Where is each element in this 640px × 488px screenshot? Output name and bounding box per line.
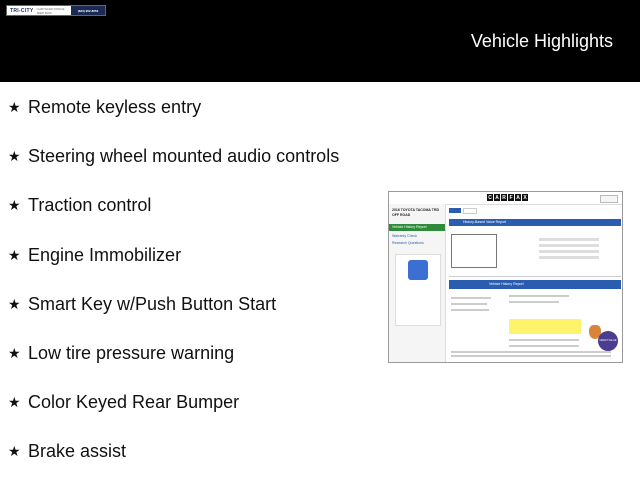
dealer-logo[interactable] — [6, 5, 106, 16]
logo-brand: TRI-CITY — [10, 7, 34, 14]
highlight-text: Engine Immobilizer — [28, 244, 182, 265]
highlight-text: Steering wheel mounted audio controls — [28, 146, 340, 167]
highlights-list — [8, 94, 339, 488]
carfax-logo-letter: R — [502, 194, 506, 201]
history-section — [449, 276, 621, 363]
carfax-main — [449, 204, 621, 362]
list-item — [8, 340, 339, 389]
star-icon: ★ — [8, 344, 21, 361]
carfax-sidebar — [389, 204, 446, 362]
highlight-text: Traction control — [28, 195, 152, 216]
highlight-text: Brake assist — [28, 441, 127, 462]
list-item — [8, 242, 339, 291]
great-value-badge-icon — [598, 331, 618, 351]
carfax-report-thumbnail[interactable] — [388, 191, 623, 363]
tab-active[interactable] — [449, 208, 461, 213]
detail-line — [451, 309, 489, 311]
star-icon: ★ — [8, 148, 21, 165]
detail-line — [509, 301, 559, 303]
value-row — [539, 238, 599, 241]
highlighted-record — [509, 319, 581, 334]
list-item — [8, 94, 339, 143]
star-icon: ★ — [8, 394, 21, 411]
detail-line — [509, 339, 579, 341]
sidebar-item-history[interactable]: Vehicle History Report — [389, 224, 445, 231]
logo-subtitle: CHRYSLER DODGE JEEP RAM — [36, 6, 65, 15]
history-title: Vehicle History Report — [489, 282, 524, 286]
list-item — [8, 438, 339, 487]
header-banner — [0, 0, 640, 82]
carfax-logo-letter: X — [523, 194, 527, 201]
value-row — [539, 244, 599, 247]
page-title: Vehicle Highlights — [470, 31, 613, 51]
carfax-logo-letter: A — [495, 194, 499, 201]
carfax-logo-letter: A — [516, 194, 520, 201]
history-header — [449, 280, 621, 289]
value-report-title: History-Based Value Report — [463, 220, 507, 224]
detail-line — [451, 351, 611, 353]
highlight-text: Remote keyless entry — [28, 97, 202, 117]
highlight-text: Low tire pressure warning — [28, 342, 235, 363]
vehicle-name: 2016 TOYOTA TACOMA TRD OFF ROAD — [392, 208, 439, 217]
carfax-logo — [487, 194, 529, 201]
star-icon: ★ — [8, 99, 21, 115]
sidebar-item-warranty[interactable]: Warranty Check — [392, 234, 417, 238]
print-button[interactable] — [600, 195, 618, 203]
detail-line — [451, 355, 611, 357]
highlight-text: Color Keyed Rear Bumper — [28, 392, 240, 413]
value-row — [539, 256, 599, 259]
logo-phone: (833) 952-8052 — [71, 6, 105, 15]
list-item — [8, 389, 339, 438]
value-report-bar — [449, 219, 621, 226]
carfax-logo-letter: F — [509, 194, 513, 201]
detail-line — [451, 297, 491, 299]
sidebar-item-research[interactable]: Research Questions — [392, 241, 424, 245]
star-icon: ★ — [8, 197, 21, 214]
detail-line — [509, 295, 569, 297]
star-icon: ★ — [8, 443, 21, 460]
dealer-badge-icon — [408, 260, 428, 280]
carfax-logo-letter: C — [488, 194, 492, 201]
list-item — [8, 291, 339, 340]
great-value-text: GREAT VALUE — [599, 339, 617, 342]
list-item — [8, 143, 339, 192]
highlight-text: Smart Key w/Push Button Start — [28, 293, 277, 314]
list-item — [8, 192, 339, 241]
dealer-card — [395, 254, 441, 326]
star-icon: ★ — [8, 246, 21, 263]
detail-line — [509, 345, 579, 347]
value-row — [539, 250, 599, 253]
carfax-tabs — [449, 208, 479, 214]
star-icon: ★ — [8, 295, 21, 312]
tab-inactive[interactable] — [463, 208, 477, 214]
value-chart-box — [451, 234, 497, 268]
detail-line — [451, 303, 487, 305]
